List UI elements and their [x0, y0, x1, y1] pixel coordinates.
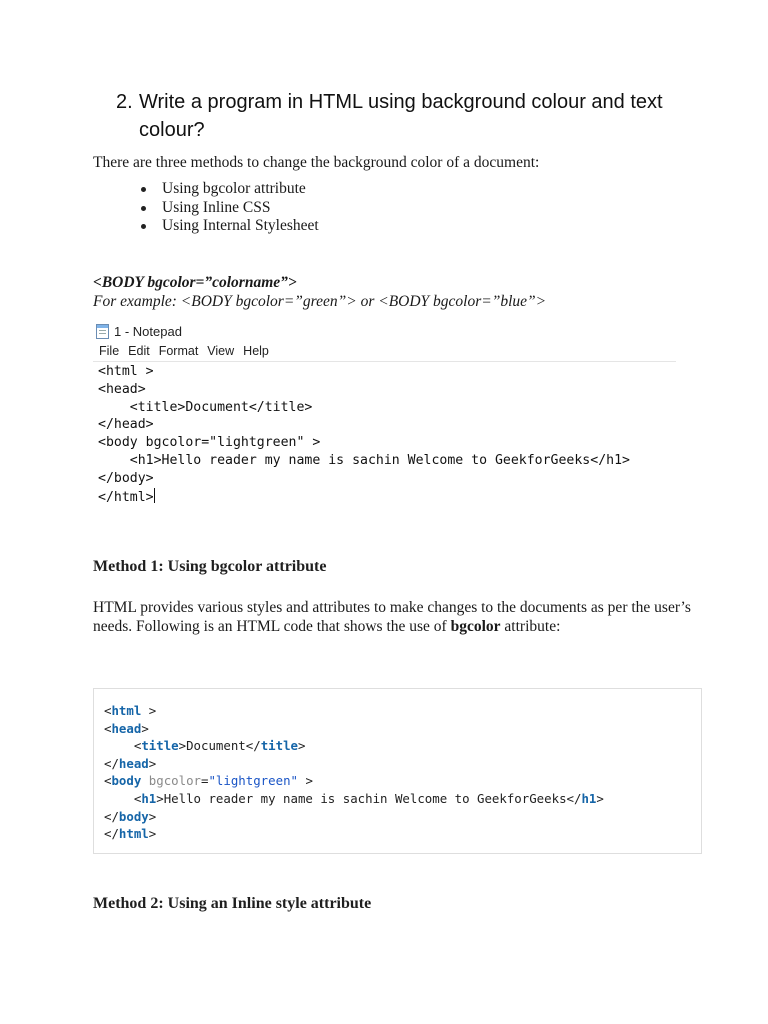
syntax-line: <BODY bgcolor=”colorname”> — [93, 274, 297, 291]
menu-view: View — [207, 344, 235, 358]
menu-edit: Edit — [128, 344, 150, 358]
method2-heading: Method 2: Using an Inline style attribute — [93, 895, 372, 912]
notepad-divider — [93, 361, 676, 362]
notepad-title: 1 - Notepad — [114, 323, 182, 339]
list-item: Using Inline CSS — [138, 199, 319, 218]
notepad-screenshot — [93, 320, 676, 510]
bgcolor-term: bgcolor — [450, 618, 501, 635]
notepad-code: <html > <head> <title>Document</title> </head> <body bgcolor="lightgreen" > <h1>Hello reader my name is sachin Welcome to GeekforGeeks</h1> </body> </html> — [98, 364, 630, 505]
menu-format: Format — [158, 344, 199, 358]
menu-file: File — [99, 344, 120, 358]
method1-heading: Method 1: Using bgcolor attribute — [93, 558, 327, 575]
bullet-icon — [141, 206, 146, 211]
list-item: Using bgcolor attribute — [138, 180, 319, 199]
methods-list — [138, 180, 319, 236]
bullet-icon — [141, 224, 146, 229]
example-line: For example: <BODY bgcolor=”green”> or <BODY bgcolor=”blue”> — [93, 293, 547, 310]
question-text: Write a program in HTML using background colour and text colour? — [139, 91, 663, 141]
notepad-titlebar — [96, 322, 182, 340]
text-cursor — [154, 488, 155, 503]
question-title — [116, 88, 696, 144]
list-item: Using Internal Stylesheet — [138, 217, 319, 236]
code-block — [93, 688, 702, 854]
intro-text: There are three methods to change the background color of a document: — [93, 154, 540, 171]
menu-help: Help — [243, 344, 269, 358]
syntax-example — [93, 273, 546, 311]
bullet-icon — [141, 187, 146, 192]
code-content: <html > <head> <title>Document</title> </head> <body bgcolor="lightgreen" > <h1>Hello reader my name is sachin Welcome to GeekforGeeks</h1> </body> </html> — [104, 703, 604, 842]
question-number: 2. — [116, 91, 133, 113]
method1-paragraph: HTML provides various styles and attributes to make changes to the documents as per the user’s needs. Following is an HTML code that shows the use of bgcolor attribute: — [93, 599, 691, 635]
notepad-icon — [96, 324, 109, 339]
notepad-menubar — [99, 344, 269, 358]
